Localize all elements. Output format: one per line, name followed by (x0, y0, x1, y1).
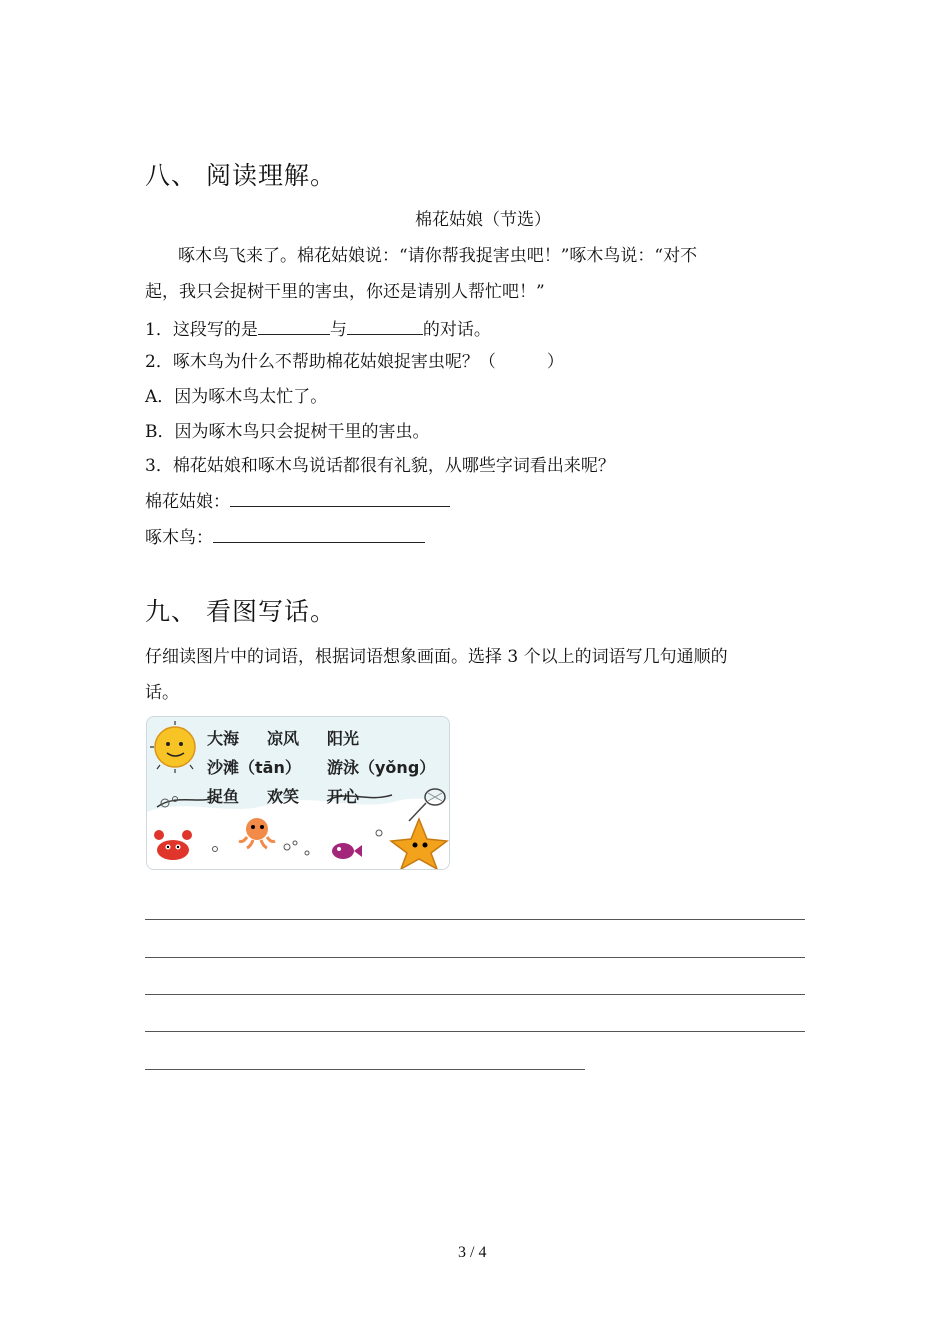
answer-blank-woodpecker[interactable] (213, 526, 425, 543)
answer-blank-cotton[interactable] (230, 490, 450, 507)
question-1-blank-1[interactable] (258, 318, 330, 335)
answer-row-cotton (145, 490, 450, 512)
passage-line-1: 啄木鸟飞来了。棉花姑娘说：“请你帮我捉害虫吧！”啄木鸟说：“对不 (178, 246, 698, 266)
section-8-heading: 八、 阅读理解。 (145, 161, 336, 190)
sun-icon (150, 721, 195, 773)
word-ocean: 大海 (207, 729, 240, 748)
question-1-text-a: 1．这段写的是 (145, 320, 258, 340)
word-sunshine: 阳光 (327, 729, 360, 748)
word-beach: 沙滩（tān） (207, 758, 301, 777)
word-cool-breeze: 凉风 (267, 729, 300, 748)
option-b: B．因为啄木鸟只会捉树干里的害虫。 (145, 422, 430, 442)
answer-row-woodpecker (145, 526, 425, 548)
word-swim: 游泳（yǒng） (327, 758, 436, 777)
word-happy: 开心 (327, 787, 360, 806)
writing-line-5[interactable] (145, 1069, 585, 1070)
question-1-text-c: 的对话。 (422, 320, 491, 340)
question-2: 2．啄木鸟为什么不帮助棉花姑娘捉害虫呢？（ ） (145, 352, 564, 372)
question-1 (145, 318, 491, 340)
passage-title: 棉花姑娘（节选） (415, 210, 551, 230)
section-9-heading: 九、 看图写话。 (145, 597, 336, 626)
answer-label-cotton: 棉花姑娘： (145, 492, 230, 512)
instruction-line-1: 仔细读图片中的词语，根据词语想象画面。选择 3 个以上的词语写几句通顺的 (145, 647, 728, 667)
question-1-blank-2[interactable] (347, 318, 423, 335)
passage-line-2: 起，我只会捉树干里的害虫，你还是请别人帮忙吧！” (145, 282, 545, 302)
page-number: 3 / 4 (458, 1244, 487, 1261)
writing-line-3[interactable] (145, 994, 805, 995)
word-catch-fish: 捉鱼 (207, 787, 240, 806)
writing-line-4[interactable] (145, 1031, 805, 1032)
picture-prompt (146, 716, 450, 870)
writing-line-1[interactable] (145, 919, 805, 920)
answer-label-woodpecker: 啄木鸟： (145, 528, 213, 548)
word-laughter: 欢笑 (267, 787, 300, 806)
question-1-text-b: 与 (329, 320, 347, 340)
option-a: A．因为啄木鸟太忙了。 (145, 387, 328, 407)
instruction-line-2: 话。 (145, 683, 179, 703)
question-3: 3．棉花姑娘和啄木鸟说话都很有礼貌，从哪些字词看出来呢？ (145, 456, 615, 476)
writing-line-2[interactable] (145, 957, 805, 958)
sand-area (147, 799, 449, 869)
